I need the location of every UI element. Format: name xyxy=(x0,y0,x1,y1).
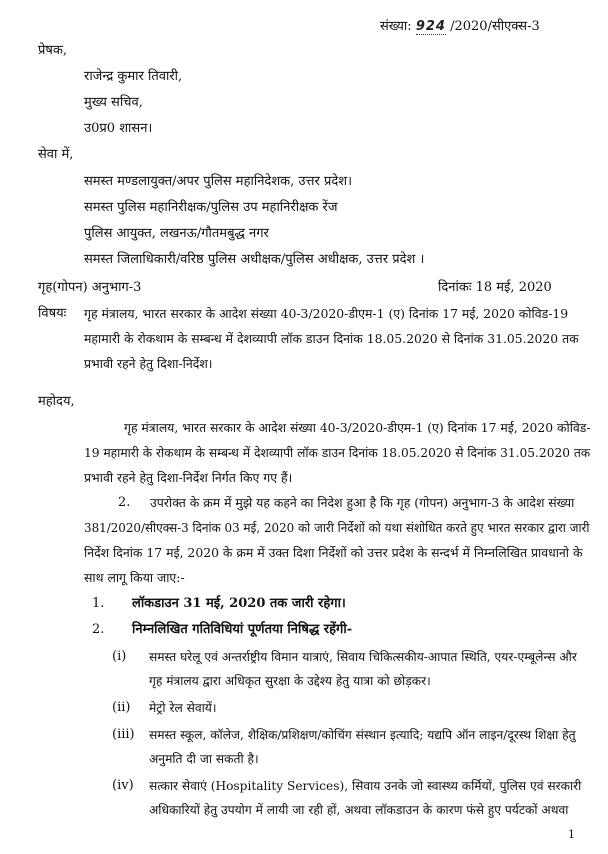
reference-suffix: /2020/सीएक्स-3 xyxy=(450,19,540,34)
sublist-line: समस्त घरेलू एवं अन्तर्राष्ट्रीय विमान यात्राएं, सिवाय चिकित्सकीय-आपात स्थिति, एयर-एम्बूलेन्स और xyxy=(149,650,577,664)
reference-number xyxy=(380,18,540,36)
sublist-number: (i) xyxy=(112,649,127,664)
sublist-number: (iv) xyxy=(112,778,134,793)
sublist-number: (iii) xyxy=(112,727,135,742)
para2-line: उपरोक्त के क्रम में मुझे यह कहने का निदेश हुआ है कि गृह (गोपन) अनुभाग-3 के आदेश संख्या xyxy=(150,495,575,510)
para2-line: निर्देश दिनांक 17 मई, 2020 के क्रम में उक्त दिशा निर्देशों को उत्तर प्रदेश के सन्दर्भ में निम्नलिखित प्रावधानो के xyxy=(84,545,583,560)
recipient-line: पुलिस आयुक्त, लखनऊ/गौतमबुद्ध नगर xyxy=(84,226,269,241)
recipient-line: समस्त पुलिस महानिरीक्षक/पुलिस उप महानिरीक्षक रेंज xyxy=(84,200,338,215)
para2-number: 2. xyxy=(118,495,131,510)
sublist-line: अनुमति दी जा सकती है। xyxy=(149,752,259,766)
list-item: लॉकडाउन 31 मई, 2020 तक जारी रहेगा। xyxy=(132,596,346,611)
sublist-line: मेट्रो रेल सेवायें। xyxy=(149,701,217,715)
recipients-label: सेवा में, xyxy=(38,147,74,162)
sender-designation: मुख्य सचिव, xyxy=(84,95,143,110)
salutation: महोदय, xyxy=(38,394,75,409)
department: गृह(गोपन) अनुभाग-3 xyxy=(38,280,142,295)
recipient-line: समस्त जिलाधिकारी/वरिष्ठ पुलिस अधीक्षक/पुलिस अधीक्षक, उत्तर प्रदेश । xyxy=(84,252,425,267)
reference-label: संख्या: xyxy=(380,19,412,34)
para1-line: प्रभावी रहने हेतु दिशा-निर्देश निर्गत किए गए हैं। xyxy=(84,470,293,485)
subject-label: विषयः xyxy=(38,306,67,321)
sublist-line: गृह मंत्रालय द्वारा अधिकृत सुरक्षा के उद्देश्य हेतु यात्रा को छोड़कर। xyxy=(149,674,431,688)
sender-label: प्रेषक, xyxy=(38,43,68,58)
list-number: 1. xyxy=(92,596,105,611)
list-item: निम्नलिखित गतिविधियां पूर्णतया निषिद्ध रहेंगी- xyxy=(132,622,353,637)
page-number: 1 xyxy=(568,828,575,841)
para1-line: गृह मंत्रालय, भारत सरकार के आदेश संख्या 40-3/2020-डीएम-1 (ए) दिनांक 17 मई, 2020 कोविड- xyxy=(124,420,591,435)
para1-line: 19 महामारी के रोकथाम के सम्बन्ध में देशव्यापी लॉक डाउन दिनांक 18.05.2020 से दिनांक 31.05.2020 तक xyxy=(84,445,591,460)
list-number: 2. xyxy=(92,622,105,637)
para2-line: 381/2020/सीएक्स-3 दिनांक 03 मई, 2020 को जारी निर्देशों को यथा संशोधित करते हुए भारत सरकार द्वारा जारी xyxy=(84,520,590,535)
handwritten-number: 924 xyxy=(415,19,446,34)
sublist-line: अधिकारियों हेतु उपयोग में लायी जा रही हों, अथवा लॉकडाउन के कारण फंसे हुए पर्यटकों अथवा xyxy=(149,803,569,817)
recipient-line: समस्त मण्डलायुक्त/अपर पुलिस महानिदेशक, उत्तर प्रदेश। xyxy=(84,174,353,189)
sender-office: उ0प्र0 शासन। xyxy=(84,121,153,136)
sublist-line: सत्कार सेवाएं (Hospitality Services), सिवाय उनके जो स्वास्थ्य कर्मियों, पुलिस एवं सरकारी xyxy=(149,779,582,793)
sender-name: राजेन्द्र कुमार तिवारी, xyxy=(84,69,183,84)
sublist-number: (ii) xyxy=(112,700,131,715)
subject-line: महामारी के रोकथाम के सम्बन्ध में देशव्यापी लॉक डाउन दिनांक 18.05.2020 से दिनांक 31.05.2020 तक xyxy=(84,331,579,346)
letter-date: दिनांकः 18 मई, 2020 xyxy=(438,280,552,295)
subject-line: प्रभावी रहने हेतु दिशा-निर्देश। xyxy=(84,356,213,371)
para2-line: साथ लागू किया जाए:- xyxy=(84,570,185,585)
sublist-line: समस्त स्कूल, कॉलेज, शैक्षिक/प्रशिक्षण/कोचिंग संस्थान इत्यादि; यद्यपि ऑन लाइन/दूरस्थ शिक्षा हेतु xyxy=(149,728,576,742)
subject-line: गृह मंत्रालय, भारत सरकार के आदेश संख्या 40-3/2020-डीएम-1 (ए) दिनांक 17 मई, 2020 कोविड-19 xyxy=(84,306,569,321)
